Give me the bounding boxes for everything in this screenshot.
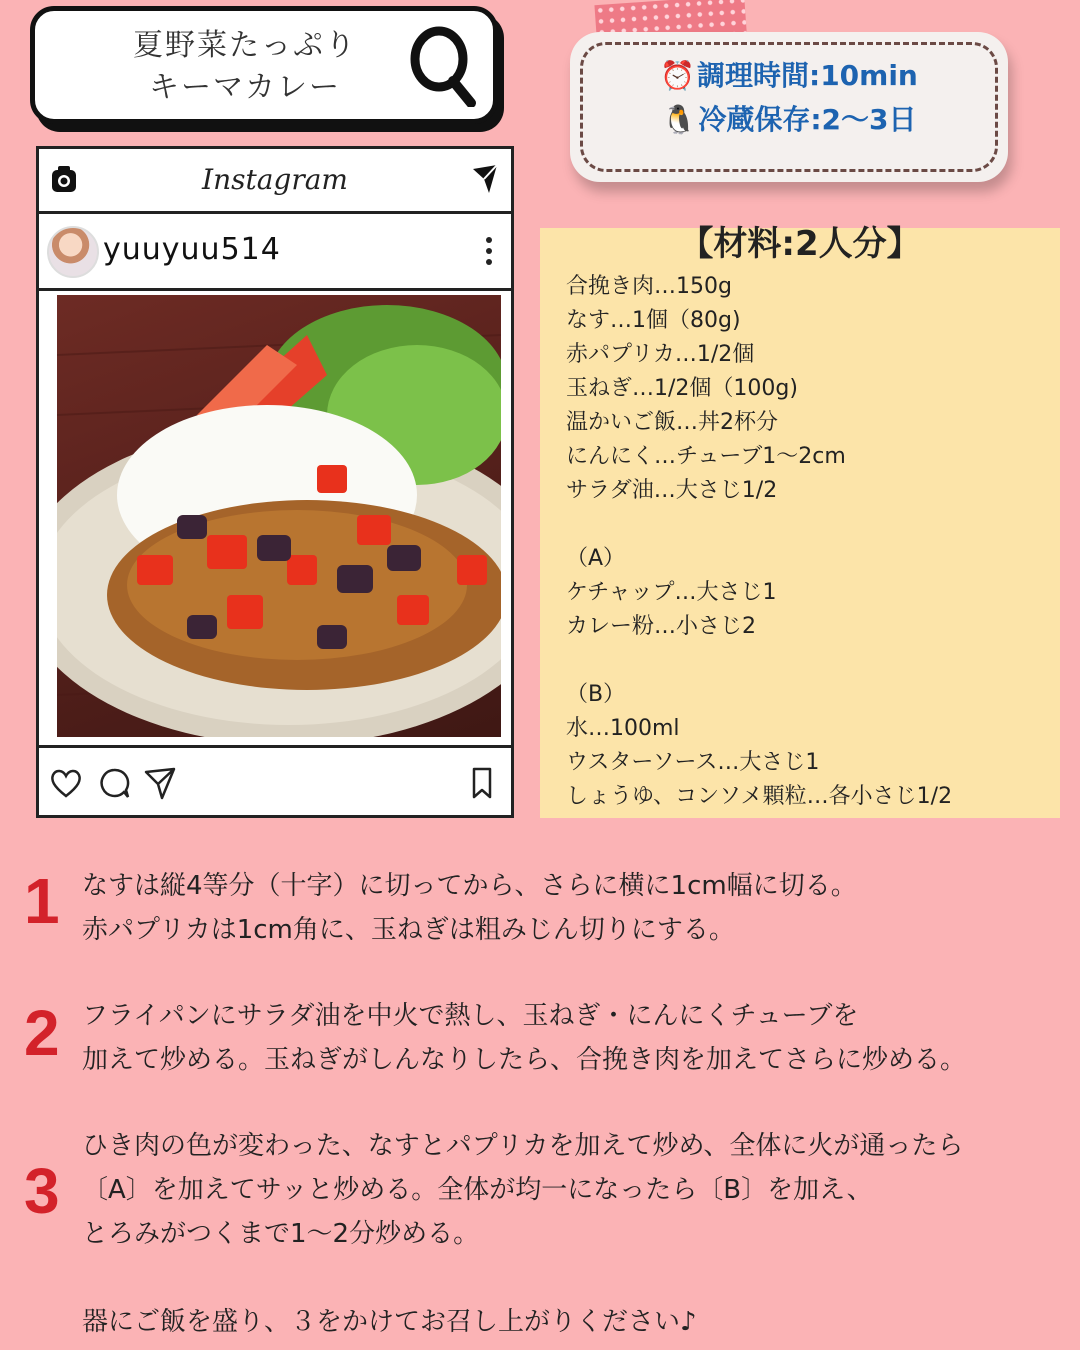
closing-text: 器にご飯を盛り、３をかけてお召し上がりください♪ (82, 1307, 697, 1337)
search-icon[interactable] (409, 25, 477, 107)
ingredient-item: カレー粉…小さじ2 (566, 614, 756, 639)
time-card (570, 32, 1008, 182)
storage-text: 冷蔵保存:2〜3日 (698, 103, 917, 136)
step-text (82, 994, 966, 1082)
step-number: 2 (24, 997, 60, 1069)
step-line: ひき肉の色が変わった、なすとパプリカを加えて炒め、全体に火が通ったら (82, 1131, 964, 1161)
step-text (82, 1124, 963, 1256)
ingredient-item: 合挽き肉…150g (566, 274, 732, 299)
share-icon[interactable] (143, 766, 177, 800)
step-line: 〔A〕を加えてサッと炒める。全体が均一になったら〔B〕を加え、 (82, 1175, 873, 1205)
ingredient-spacer (566, 644, 952, 678)
recipe-title-line1: 夏野菜たっぷり (133, 28, 357, 63)
direct-message-icon[interactable] (471, 163, 499, 195)
cook-time-row (570, 54, 1008, 94)
post-action-bar (39, 745, 511, 818)
username[interactable]: yuuyuu514 (103, 232, 281, 267)
instagram-post-frame (36, 146, 514, 818)
instagram-header (39, 149, 511, 214)
ingredient-item: ケチャップ…大さじ1 (566, 580, 777, 605)
post-photo (57, 295, 501, 737)
ingredients-list (566, 270, 952, 814)
step-line: 加えて炒める。玉ねぎがしんなりしたら、合挽き肉を加えてさらに炒める。 (82, 1045, 967, 1075)
ingredient-item: ウスターソース…大さじ1 (566, 750, 820, 775)
recipe-title-line2: キーマカレー (149, 70, 341, 105)
avatar[interactable] (47, 226, 99, 278)
step-text (82, 864, 857, 952)
post-user-bar (39, 214, 511, 291)
ingredient-group-b: （B） (566, 682, 626, 707)
keema-curry-illustration (57, 295, 501, 737)
ingredients-panel (540, 224, 1060, 818)
step-line: 赤パプリカは1cm角に、玉ねぎは粗みじん切りにする。 (82, 915, 735, 945)
ingredient-item: なす…1個（80g) (566, 308, 741, 333)
step-line: なすは縦4等分（十字）に切ってから、さらに横に1cm幅に切る。 (82, 871, 857, 901)
search-box[interactable] (30, 6, 498, 124)
step-line: とろみがつくまで1〜2分炒める。 (82, 1219, 480, 1249)
step-number: 3 (24, 1155, 60, 1227)
instagram-wordmark: Instagram (202, 163, 348, 196)
comment-icon[interactable] (97, 766, 131, 800)
ingredient-spacer (566, 508, 952, 542)
ingredients-title: 【材料:2人分】 (679, 224, 921, 264)
cook-time-text: 調理時間:10min (697, 59, 918, 92)
step-line: フライパンにサラダ油を中火で熱し、玉ねぎ・にんにくチューブを (82, 1001, 859, 1031)
recipe-title (55, 25, 435, 109)
storage-row (570, 98, 1008, 138)
ingredient-item: 赤パプリカ…1/2個 (566, 342, 755, 367)
alarm-clock-icon: ⏰ (660, 59, 695, 92)
more-options-icon[interactable] (485, 236, 493, 266)
ingredient-item: サラダ油…大さじ1/2 (566, 478, 778, 503)
ingredient-item: しょうゆ、コンソメ顆粒…各小さじ1/2 (566, 784, 953, 809)
ingredient-item: 温かいご飯…丼2杯分 (566, 410, 778, 435)
bookmark-icon[interactable] (465, 766, 499, 800)
ingredient-item: 水…100ml (566, 716, 680, 741)
ingredient-item: 玉ねぎ…1/2個（100g) (566, 376, 798, 401)
penguin-icon: 🐧 (661, 103, 697, 136)
ingredient-item: にんにく…チューブ1〜2cm (566, 444, 846, 469)
heart-icon[interactable] (49, 766, 83, 800)
ingredient-group-a: （A） (566, 546, 626, 571)
step-number: 1 (24, 865, 60, 937)
